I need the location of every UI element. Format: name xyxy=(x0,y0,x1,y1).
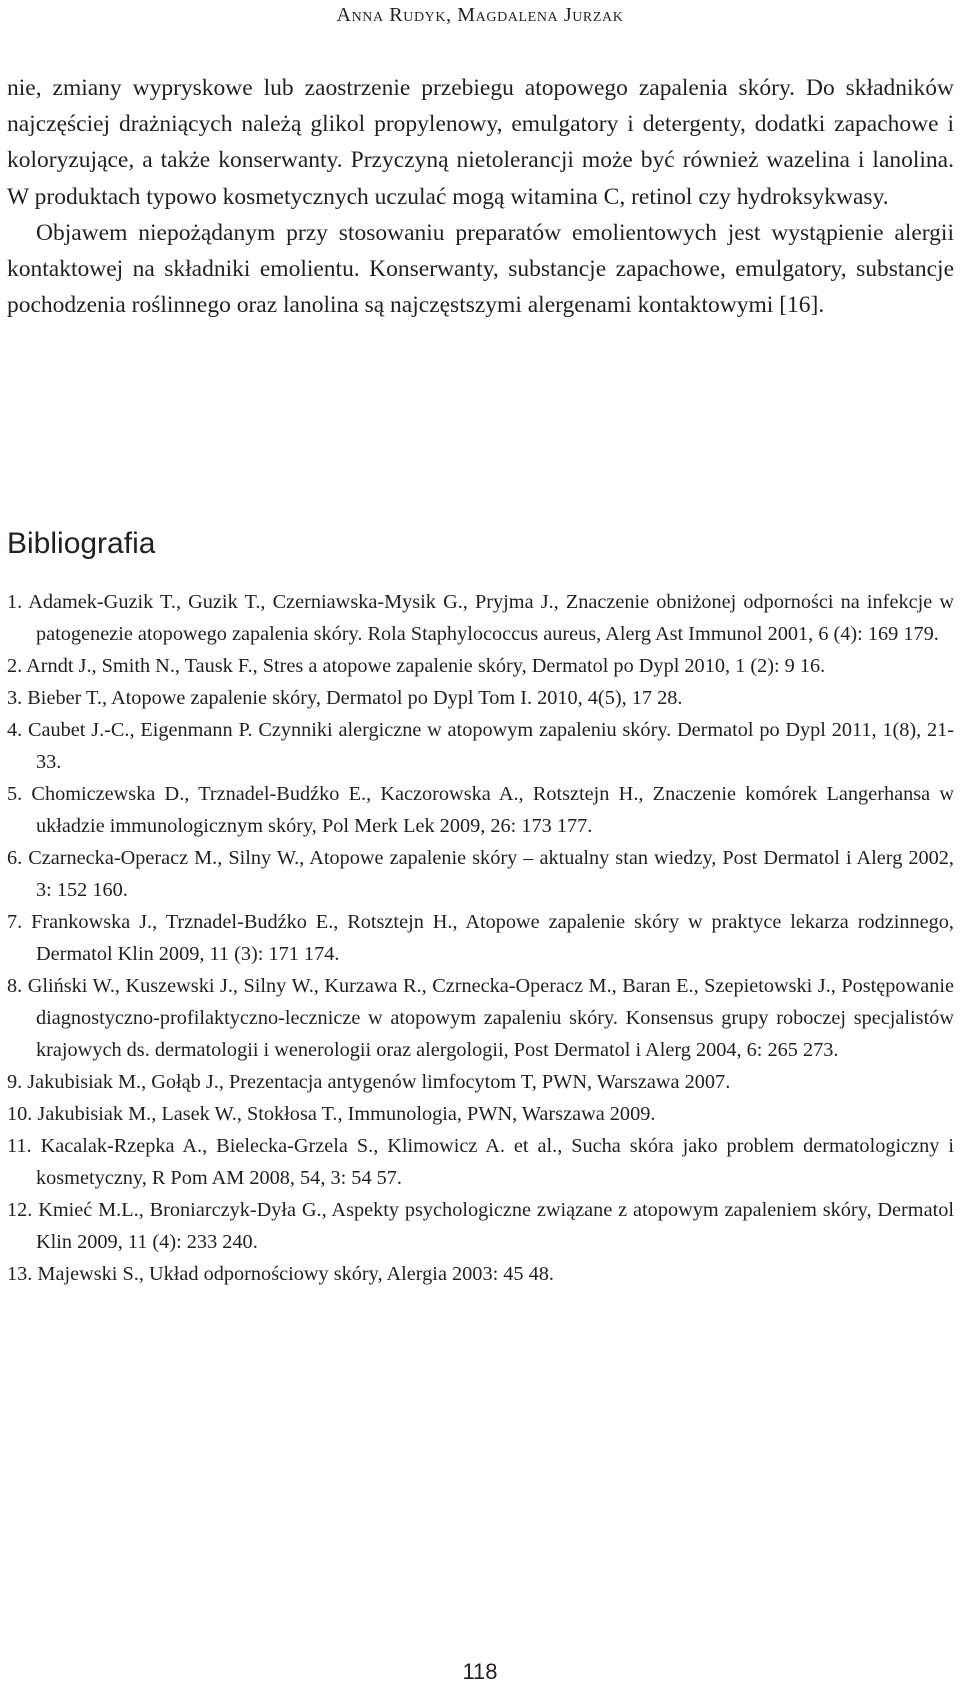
paragraph: Objawem niepożądanym przy stosowaniu preparatów emolientowych jest wystąpienie alergii kontaktowej na składniki emolientu. Konserwanty, substancje zapachowe, emulgatory, substancje pochodzenia roślinnego oraz lanolina są najczęstszymi alergenami kontaktowymi [16]. xyxy=(7,219,954,319)
body-text xyxy=(7,70,954,323)
paragraph: nie, zmiany wypryskowe lub zaostrzenie przebiegu atopowego zapalenia skóry. Do składników najczęściej drażniących należą glikol propylenowy, emulgatory i detergenty, dodatki zapachowe i koloryzujące, a także konserwanty. Przyczyną nietolerancji może być również wazelina i lanolina. W produktach typowo kosmetycznych uczulać mogą witamina C, retinol czy hydroksykwasy. xyxy=(7,75,954,210)
reference-item: 13. Majewski S., Układ odpornościowy skóry, Alergia 2003: 45 48. xyxy=(7,1263,554,1285)
reference-item: 1. Adamek-Guzik T., Guzik T., Czerniawska-Mysik G., Pryjma J., Znaczenie obniżonej odporności na infekcje w patogenezie atopowego zapalenia skóry. Rola Staphylococcus aureus, Alerg Ast Immunol 2001, 6 (4): 169 179. xyxy=(7,591,954,645)
reference-item: 2. Arndt J., Smith N., Tausk F., Stres a atopowe zapalenie skóry, Dermatol po Dypl 2010, 1 (2): 9 16. xyxy=(7,655,826,677)
running-header: Anna Rudyk, Magdalena Jurzak xyxy=(336,4,624,26)
reference-item: 12. Kmieć M.L., Broniarczyk-Dyła G., Aspekty psychologiczne związane z atopowym zapaleniem skóry, Dermatol Klin 2009, 11 (4): 233 240. xyxy=(7,1199,954,1253)
reference-item: 3. Bieber T., Atopowe zapalenie skóry, Dermatol po Dypl Tom I. 2010, 4(5), 17 28. xyxy=(7,687,683,709)
page-number: 118 xyxy=(462,1659,498,1684)
reference-item: 11. Kacalak-Rzepka A., Bielecka-Grzela S., Klimowicz A. et al., Sucha skóra jako problem dermatologiczny i kosmetyczny, R Pom AM 2008, 54, 3: 54 57. xyxy=(7,1135,954,1189)
reference-list xyxy=(7,586,954,1290)
reference-item: 6. Czarnecka-Operacz M., Silny W., Atopowe zapalenie skóry – aktualny stan wiedzy, Post Dermatol i Alerg 2002, 3: 152 160. xyxy=(7,847,954,901)
reference-item: 7. Frankowska J., Trznadel-Budźko E., Rotsztejn H., Atopowe zapalenie skóry w praktyce lekarza rodzinnego, Dermatol Klin 2009, 11 (3): 171 174. xyxy=(7,911,954,965)
reference-item: 9. Jakubisiak M., Gołąb J., Prezentacja antygenów limfocytom T, PWN, Warszawa 2007. xyxy=(7,1071,731,1093)
reference-item: 5. Chomiczewska D., Trznadel-Budźko E., Kaczorowska A., Rotsztejn H., Znaczenie komórek Langerhansa w układzie immunologicznym skóry, Pol Merk Lek 2009, 26: 173 177. xyxy=(7,783,954,837)
section-title: Bibliografia xyxy=(7,527,156,560)
reference-item: 10. Jakubisiak M., Lasek W., Stokłosa T., Immunologia, PWN, Warszawa 2009. xyxy=(7,1103,656,1125)
reference-item: 4. Caubet J.-C., Eigenmann P. Czynniki alergiczne w atopowym zapaleniu skóry. Dermatol po Dypl 2011, 1(8), 21-33. xyxy=(7,719,954,773)
reference-item: 8. Gliński W., Kuszewski J., Silny W., Kurzawa R., Czrnecka-Operacz M., Baran E., Szepietowski J., Postępowanie diagnostyczno-profilaktyczno-lecznicze w atopowym zapaleniu skóry. Konsensus grupy roboczej specjalistów krajowych ds. dermatologii i wenerologii oraz alergologii, Post Dermatol i Alerg 2004, 6: 265 273. xyxy=(7,975,954,1061)
